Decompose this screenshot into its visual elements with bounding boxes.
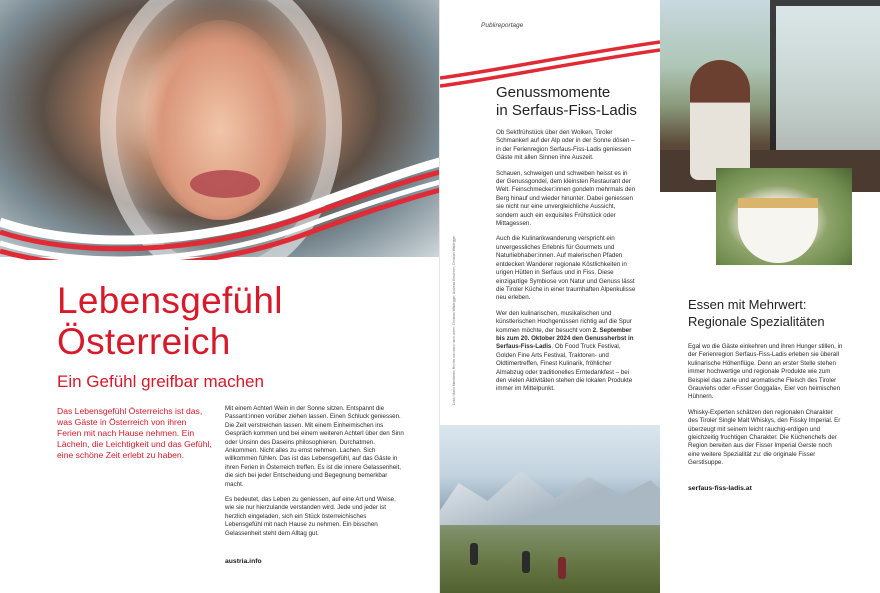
intro-text: Das Lebensgefühl Österreichs ist das, was Gäste in Österreich von ihren Ferien mit nach Hause nehmen. Ein Lächeln, die Leichtigkeit und das Gefühl, eine schöne Zeit erlebt zu haben. xyxy=(57,406,212,460)
article-title-line-1: Genussmomente xyxy=(496,84,611,101)
photo-credit-text: Links: Mario Mandanek; Rechts von oben nach unten: Christian Waldegger, Andreas Kirschner, Christian Waldegger xyxy=(452,235,456,405)
event-rest: . Ob Food Truck Festival, Golden Fine Arts Festival, Traktoren- und Oldtimertreffen, Finest Kulinarik, fröhlicher Almabzug oder traditionelles Erntedankfest – bei den vielen Aktivitäten stehen die lokalen Produkte immer im Mittelpunkt. xyxy=(496,343,633,393)
main-subtitle: Ein Gefühl greifbar machen xyxy=(57,372,264,391)
article-title xyxy=(496,84,637,120)
photo-mountain-hikers xyxy=(440,425,660,593)
photo-toast-gondola xyxy=(660,0,880,192)
woman-toasting xyxy=(690,60,750,180)
event-paragraph xyxy=(496,310,636,394)
serfaus-link[interactable]: serfaus-fiss-ladis.at xyxy=(688,485,752,492)
article-title-line-2: in Serfaus-Fiss-Ladis xyxy=(496,102,637,119)
side-paragraph: Egal wo die Gäste einkehren und ihren Hunger stillen, in der Ferienregion Serfaus-Fiss-Ladis erleben sie überall kulinarische Höhenflüge. Denn an erster Stelle stehen immer hochwertige und regionale Produkte wie zum Beispiel das zarte und aromatische Fleisch des Tiroler Grauviehs oder «Fisser Goggala», Eier von heimischen Hühnern. xyxy=(688,343,843,401)
food-bowl xyxy=(738,198,818,263)
publireportage-label: Publireportage xyxy=(481,22,524,29)
mountain-ridge xyxy=(440,465,660,525)
hero-glass-rim xyxy=(100,0,342,257)
article-paragraph: Schauen, schweigen und schweben heisst es in der Genussgondel, dem kleinsten Restaurant der Welt. Feinschmecker:innen gondeln mehrmals den Berg hinauf und wieder hinunter. Dabei geniessen sie nicht nur eine unvergleichliche Aussicht, sondern auch ein exquisites Frühstück oder Mittagessen. xyxy=(496,169,636,228)
red-swoosh-right xyxy=(440,30,660,90)
hiker-figure xyxy=(558,557,566,579)
event-intro: Wer den kulinarischen, musikalischen und künstlerischen Hochgenüssen richtig auf die Spur kommen möchte, der besucht vom xyxy=(496,309,632,334)
hero-photo-glass xyxy=(0,0,440,257)
side-title-line-1: Essen mit Mehrwert: xyxy=(688,297,807,312)
side-paragraph: Whisky-Experten schätzen den regionalen Charakter des Tiroler Single Malt Whiskys, den Fissky Imperial. Er überzeugt mit seinem leicht rauchig-erdigen und gleichzeitig fruchtigen Charakter. Die Küchenchefs der Region bereiten aus der Fisser Imperial Gerste noch eine weitere Spezialität zu: die originale Fisser Gerstlsuppe. xyxy=(688,408,841,467)
hiker-figure xyxy=(522,551,530,573)
left-body-column xyxy=(225,405,405,545)
main-title xyxy=(57,280,283,362)
article-body-column xyxy=(496,129,636,401)
article-paragraph: Auch die Kulinarikwanderung verspricht ein unvergessliches Erlebnis für Gourmets und Naturliebhaber:innen. Auf malerischen Pfaden entdecken Wanderer regionale Köstlichkeiten in urigen Hütten in Serfaus und in Fiss. Diese einzigartige Symbiose von Natur und Genuss lässt die Tiroler Küche in einer traumhaften Alpenkulisse neu erleben. xyxy=(496,235,636,302)
main-title-line-2: Österreich xyxy=(57,321,231,362)
left-body-paragraph: Mit einem Achterl Wein in der Sonne sitzen. Entspannt die Passant:innen vorüber ziehen lassen. Einen Schluck geniessen. Die Zeit verstreichen lassen. Mit einem Einheimischen ins Gespräch kommen und bei einem weiteren Achterl über den Sinn oder Unsinn des Daseins philosophieren. Durchatmen. Ankommen. Nicht alles zu ernst nehmen. Lachen. Sich willkommen fühlen. Das ist das Lebensgefühl, auf das Gäste in ihren Ferien in Österreich treffen. Es ist die innere Gelassenheit, die sich bei jeder Entscheidung und Begegnung bemerkbar macht. xyxy=(225,405,404,488)
photo-credit xyxy=(452,215,466,405)
side-body-column xyxy=(688,343,844,475)
main-title-line-1: Lebensgefühl xyxy=(57,280,283,321)
hiker-figure xyxy=(470,543,478,565)
side-title xyxy=(688,296,825,330)
event-dates: 2. September bis zum 20. Oktober 2024 den Genussherbst in Serfaus-Fiss-Ladis xyxy=(496,326,634,351)
photo-food-bowl xyxy=(716,168,852,265)
austria-info-link[interactable]: austria.info xyxy=(225,558,262,565)
left-body-paragraph: Es bedeutet, das Leben zu geniessen, auf eine Art und Weise, wie sie nur hierzulande verstanden wird. Jede und jeder ist herzlich eingeladen, sich ein Stück österreichisches Lebensgefühl mit nach Hause zu nehmen. Ein bisschen Gelassenheit steht dem Alltag gut. xyxy=(225,496,396,537)
side-title-line-2: Regionale Spezialitäten xyxy=(688,314,825,329)
article-paragraph: Ob Sektfrühstück über den Wolken, Tiroler Schmankerl auf der Alp oder in der Sonne dösen – in der Ferienregion Serfaus-Fiss-Ladis geniessen Gäste mit allen Sinnen ihre Auszeit. xyxy=(496,129,635,162)
